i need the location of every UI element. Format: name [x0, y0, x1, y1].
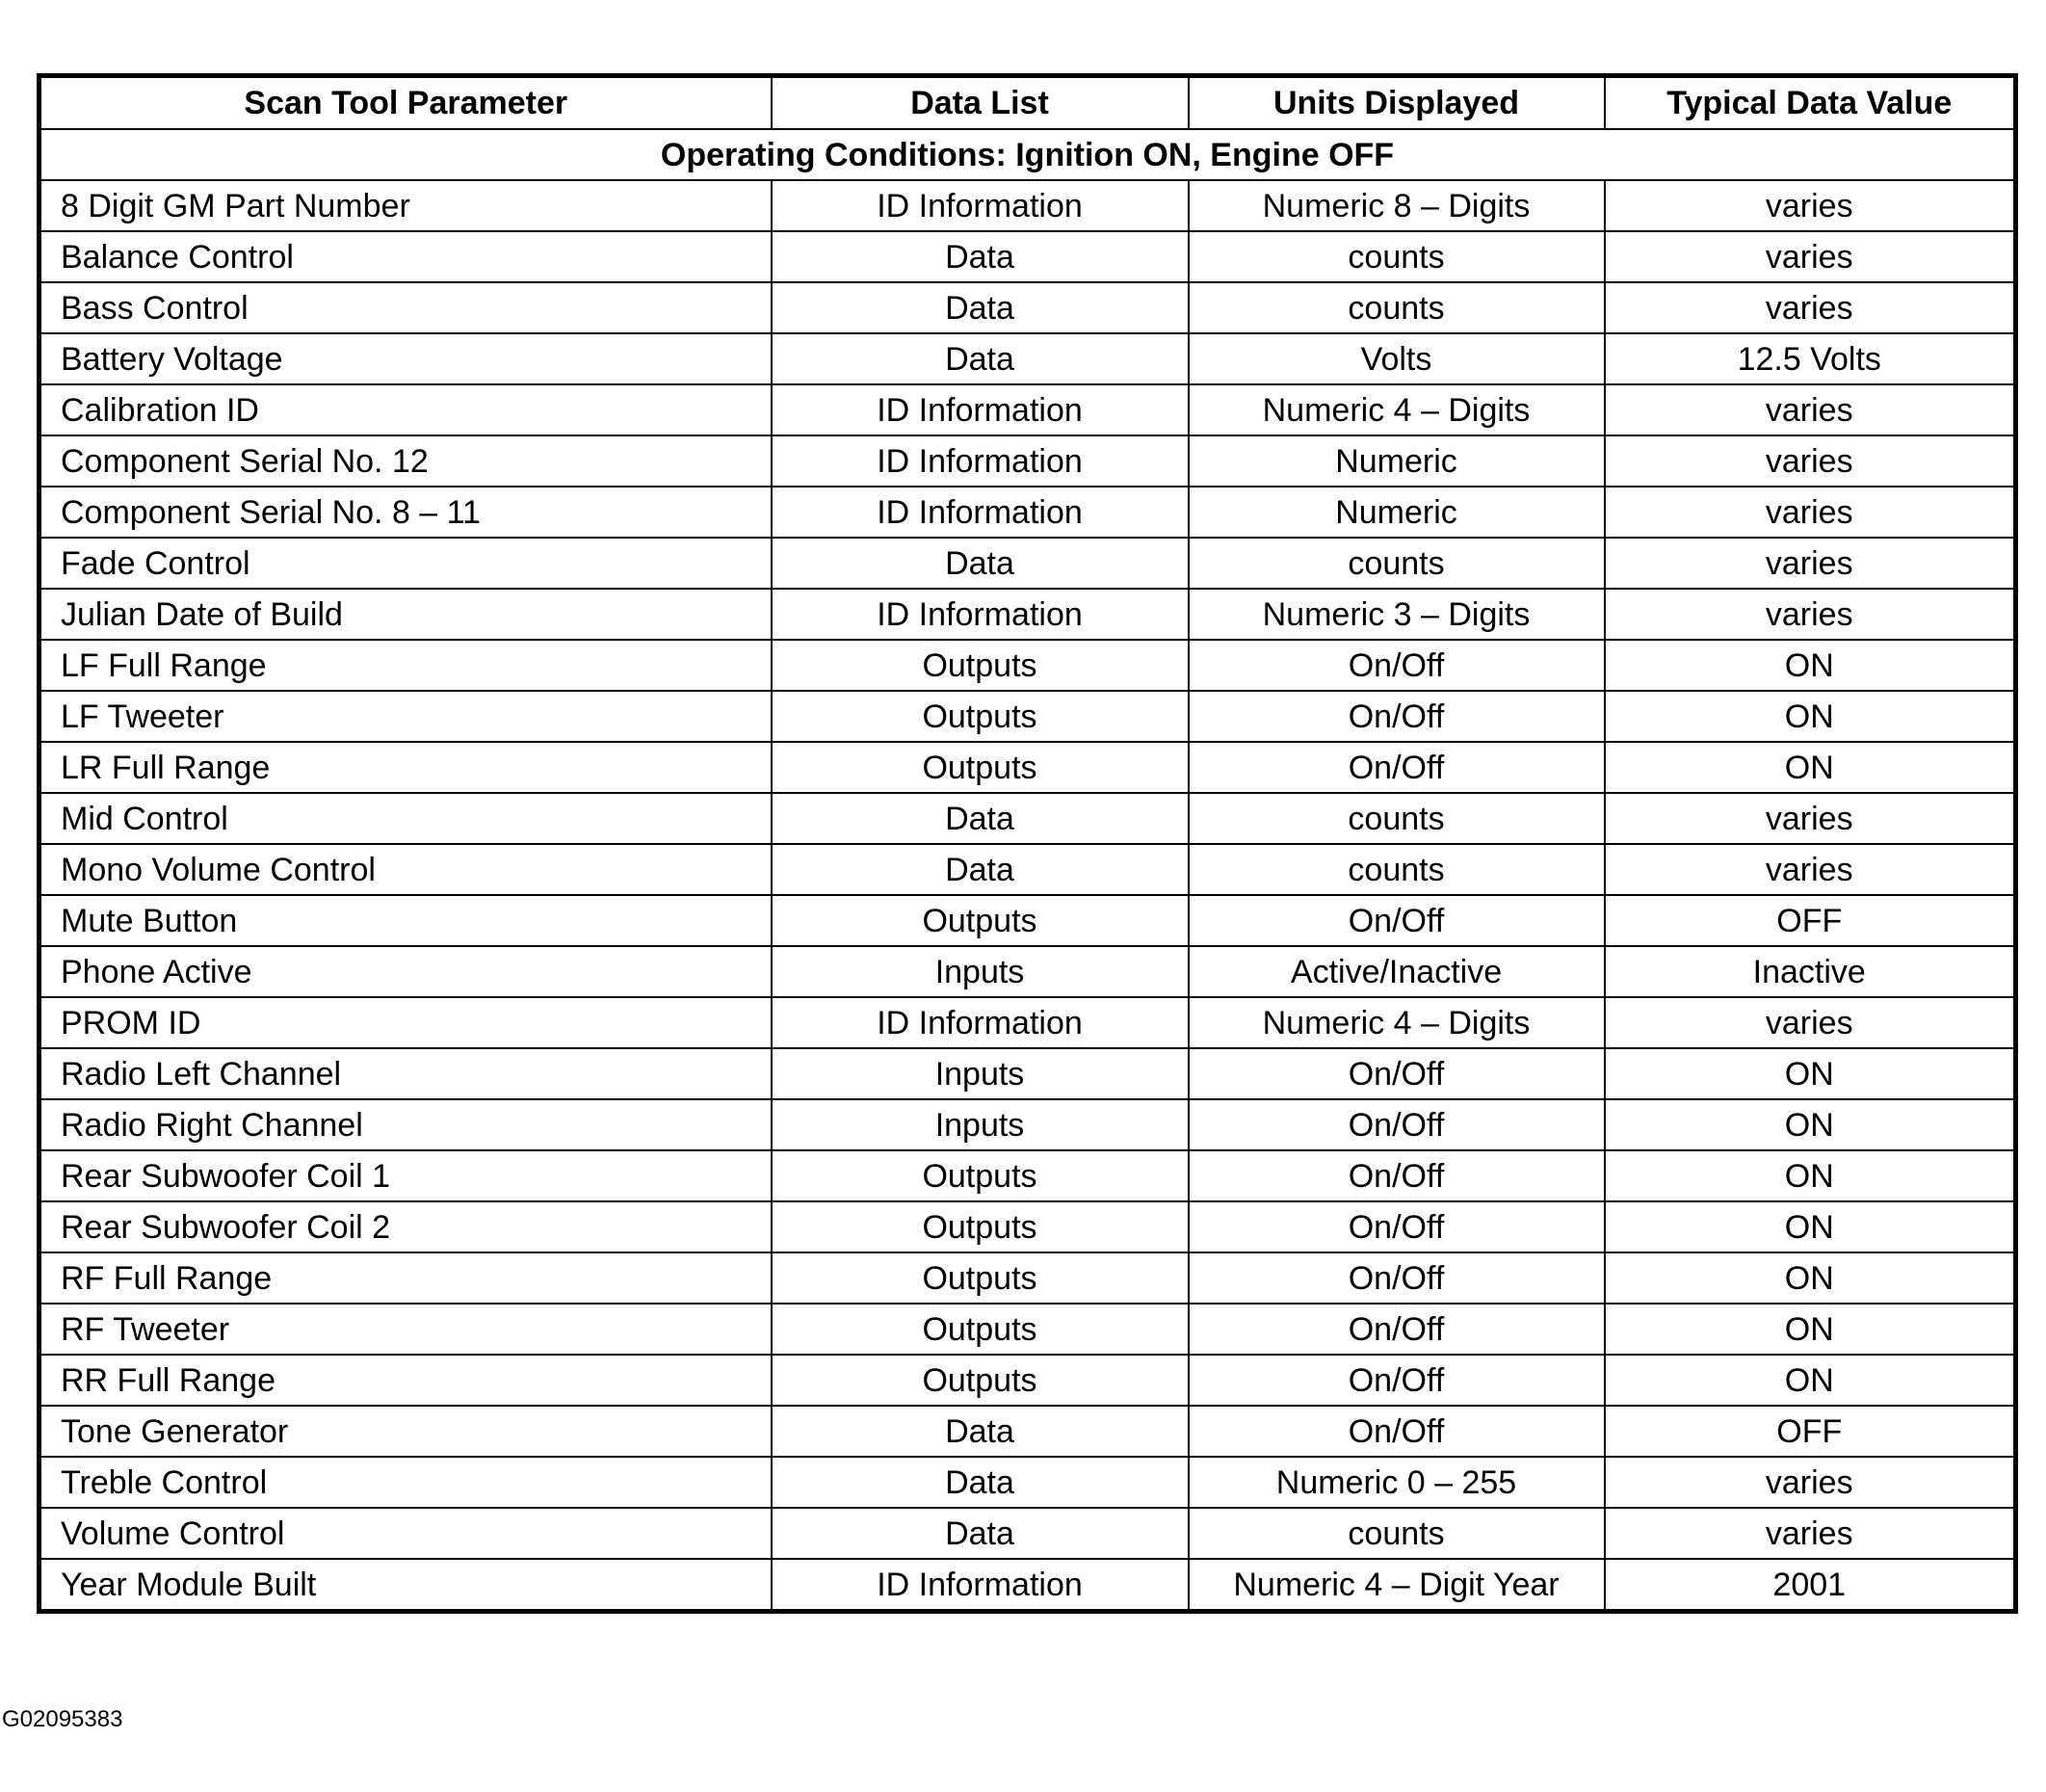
table-row — [39, 895, 2016, 946]
cell-parameter: Mono Volume Control — [39, 844, 772, 895]
cell-data-list: Data — [772, 538, 1189, 589]
cell-units: counts — [1189, 231, 1605, 282]
cell-typical-value: ON — [1605, 691, 2016, 742]
cell-parameter: Bass Control — [39, 282, 772, 333]
cell-parameter: Component Serial No. 8 – 11 — [39, 487, 772, 538]
table-row — [39, 589, 2016, 640]
cell-units: On/Off — [1189, 1099, 1605, 1150]
table-row — [39, 180, 2016, 231]
scan-tool-data-table — [37, 73, 2018, 1614]
section-title: Operating Conditions: Ignition ON, Engine OFF — [39, 129, 2016, 180]
cell-typical-value: varies — [1605, 384, 2016, 435]
figure-id: G02095383 — [2, 1706, 123, 1732]
cell-typical-value: varies — [1605, 435, 2016, 487]
cell-data-list: ID Information — [772, 589, 1189, 640]
cell-units: counts — [1189, 538, 1605, 589]
cell-parameter: Rear Subwoofer Coil 2 — [39, 1201, 772, 1252]
cell-data-list: Outputs — [772, 691, 1189, 742]
table-row — [39, 282, 2016, 333]
cell-units: On/Off — [1189, 742, 1605, 793]
cell-parameter: Radio Left Channel — [39, 1048, 772, 1099]
table-row — [39, 231, 2016, 282]
cell-typical-value: ON — [1605, 1355, 2016, 1406]
cell-units: counts — [1189, 844, 1605, 895]
cell-units: On/Off — [1189, 640, 1605, 691]
table-row — [39, 691, 2016, 742]
table-row — [39, 742, 2016, 793]
cell-units: On/Off — [1189, 691, 1605, 742]
cell-typical-value: varies — [1605, 487, 2016, 538]
cell-units: Active/Inactive — [1189, 946, 1605, 997]
header-units-displayed: Units Displayed — [1189, 76, 1605, 130]
table-row — [39, 1304, 2016, 1355]
cell-parameter: LR Full Range — [39, 742, 772, 793]
section-row — [39, 129, 2016, 180]
cell-units: On/Off — [1189, 1304, 1605, 1355]
cell-data-list: Data — [772, 844, 1189, 895]
cell-data-list: Data — [772, 282, 1189, 333]
cell-parameter: PROM ID — [39, 997, 772, 1048]
cell-typical-value: varies — [1605, 1457, 2016, 1508]
cell-data-list: Outputs — [772, 742, 1189, 793]
cell-parameter: Battery Voltage — [39, 333, 772, 384]
cell-typical-value: ON — [1605, 1150, 2016, 1201]
cell-data-list: Outputs — [772, 1355, 1189, 1406]
cell-data-list: Inputs — [772, 946, 1189, 997]
cell-units: Numeric 8 – Digits — [1189, 180, 1605, 231]
table-row — [39, 538, 2016, 589]
table-body — [39, 129, 2016, 1612]
cell-data-list: Data — [772, 1508, 1189, 1559]
header-data-list: Data List — [772, 76, 1189, 130]
cell-parameter: RR Full Range — [39, 1355, 772, 1406]
cell-data-list: ID Information — [772, 1559, 1189, 1612]
cell-units: On/Off — [1189, 1355, 1605, 1406]
table-row — [39, 640, 2016, 691]
cell-typical-value: ON — [1605, 1304, 2016, 1355]
table-row — [39, 793, 2016, 844]
cell-data-list: Outputs — [772, 1304, 1189, 1355]
cell-data-list: Outputs — [772, 1201, 1189, 1252]
cell-parameter: 8 Digit GM Part Number — [39, 180, 772, 231]
table-row — [39, 435, 2016, 487]
cell-data-list: Data — [772, 793, 1189, 844]
cell-typical-value: Inactive — [1605, 946, 2016, 997]
cell-typical-value: varies — [1605, 282, 2016, 333]
cell-typical-value: ON — [1605, 1252, 2016, 1304]
cell-data-list: Outputs — [772, 1150, 1189, 1201]
cell-data-list: Data — [772, 1457, 1189, 1508]
cell-units: Numeric 4 – Digit Year — [1189, 1559, 1605, 1612]
cell-typical-value: ON — [1605, 742, 2016, 793]
cell-parameter: LF Full Range — [39, 640, 772, 691]
cell-data-list: ID Information — [772, 384, 1189, 435]
table-row — [39, 1355, 2016, 1406]
cell-units: Numeric 0 – 255 — [1189, 1457, 1605, 1508]
header-row — [39, 76, 2016, 130]
cell-typical-value: varies — [1605, 844, 2016, 895]
cell-units: On/Off — [1189, 1252, 1605, 1304]
cell-units: counts — [1189, 282, 1605, 333]
cell-parameter: RF Tweeter — [39, 1304, 772, 1355]
table-row — [39, 1559, 2016, 1612]
table-row — [39, 946, 2016, 997]
cell-parameter: Fade Control — [39, 538, 772, 589]
cell-parameter: Mid Control — [39, 793, 772, 844]
cell-parameter: Mute Button — [39, 895, 772, 946]
cell-data-list: ID Information — [772, 487, 1189, 538]
cell-typical-value: varies — [1605, 1508, 2016, 1559]
table-row — [39, 384, 2016, 435]
cell-units: Numeric 4 – Digits — [1189, 997, 1605, 1048]
table-row — [39, 1457, 2016, 1508]
cell-typical-value: varies — [1605, 793, 2016, 844]
cell-units: On/Off — [1189, 1406, 1605, 1457]
cell-units: counts — [1189, 1508, 1605, 1559]
table-row — [39, 1508, 2016, 1559]
cell-data-list: Inputs — [772, 1048, 1189, 1099]
cell-units: counts — [1189, 793, 1605, 844]
cell-units: Numeric — [1189, 487, 1605, 538]
table-row — [39, 1252, 2016, 1304]
header-scan-tool-parameter: Scan Tool Parameter — [39, 76, 772, 130]
cell-parameter: Phone Active — [39, 946, 772, 997]
table-row — [39, 1406, 2016, 1457]
cell-parameter: Balance Control — [39, 231, 772, 282]
cell-typical-value: varies — [1605, 180, 2016, 231]
cell-parameter: Volume Control — [39, 1508, 772, 1559]
cell-typical-value: ON — [1605, 1099, 2016, 1150]
table-row — [39, 1150, 2016, 1201]
cell-data-list: ID Information — [772, 435, 1189, 487]
cell-units: On/Off — [1189, 895, 1605, 946]
cell-parameter: Julian Date of Build — [39, 589, 772, 640]
cell-typical-value: varies — [1605, 589, 2016, 640]
cell-parameter: RF Full Range — [39, 1252, 772, 1304]
cell-data-list: ID Information — [772, 997, 1189, 1048]
cell-units: Numeric 4 – Digits — [1189, 384, 1605, 435]
cell-data-list: Outputs — [772, 640, 1189, 691]
cell-typical-value: ON — [1605, 1201, 2016, 1252]
cell-typical-value: 12.5 Volts — [1605, 333, 2016, 384]
cell-typical-value: 2001 — [1605, 1559, 2016, 1612]
cell-parameter: Year Module Built — [39, 1559, 772, 1612]
cell-parameter: Calibration ID — [39, 384, 772, 435]
cell-units: Numeric 3 – Digits — [1189, 589, 1605, 640]
cell-data-list: Data — [772, 333, 1189, 384]
header-typical-data-value: Typical Data Value — [1605, 76, 2016, 130]
cell-units: On/Off — [1189, 1048, 1605, 1099]
cell-data-list: Data — [772, 1406, 1189, 1457]
cell-units: Numeric — [1189, 435, 1605, 487]
table-row — [39, 1048, 2016, 1099]
cell-typical-value: OFF — [1605, 895, 2016, 946]
cell-parameter: Tone Generator — [39, 1406, 772, 1457]
table-row — [39, 487, 2016, 538]
cell-units: On/Off — [1189, 1150, 1605, 1201]
cell-typical-value: ON — [1605, 1048, 2016, 1099]
cell-typical-value: varies — [1605, 231, 2016, 282]
cell-typical-value: varies — [1605, 997, 2016, 1048]
cell-data-list: Data — [772, 231, 1189, 282]
cell-data-list: ID Information — [772, 180, 1189, 231]
cell-parameter: Component Serial No. 12 — [39, 435, 772, 487]
cell-data-list: Inputs — [772, 1099, 1189, 1150]
cell-parameter: Radio Right Channel — [39, 1099, 772, 1150]
cell-units: Volts — [1189, 333, 1605, 384]
cell-data-list: Outputs — [772, 895, 1189, 946]
cell-typical-value: ON — [1605, 640, 2016, 691]
table-header — [39, 76, 2016, 130]
table-row — [39, 1201, 2016, 1252]
table-row — [39, 1099, 2016, 1150]
cell-parameter: LF Tweeter — [39, 691, 772, 742]
cell-typical-value: varies — [1605, 538, 2016, 589]
table-row — [39, 333, 2016, 384]
table-row — [39, 844, 2016, 895]
cell-typical-value: OFF — [1605, 1406, 2016, 1457]
cell-data-list: Outputs — [772, 1252, 1189, 1304]
cell-parameter: Rear Subwoofer Coil 1 — [39, 1150, 772, 1201]
table-row — [39, 997, 2016, 1048]
cell-units: On/Off — [1189, 1201, 1605, 1252]
cell-parameter: Treble Control — [39, 1457, 772, 1508]
